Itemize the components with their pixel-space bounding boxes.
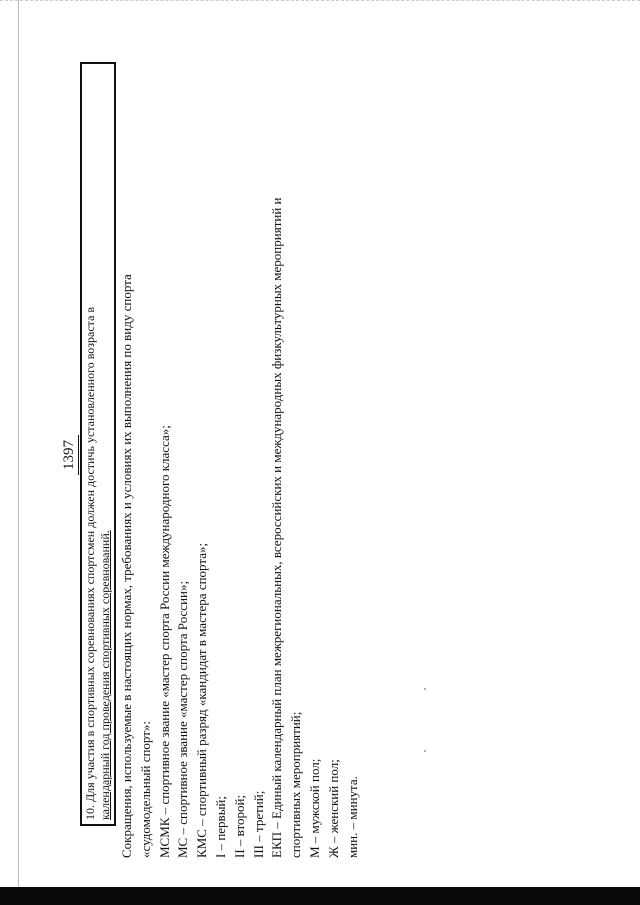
abbreviations-intro-cont: «судомодельный спорт»:	[137, 720, 153, 858]
abbreviations-block	[118, 58, 362, 858]
scan-bottom-edge	[0, 887, 640, 905]
note-table	[80, 62, 116, 826]
scan-speck	[424, 688, 426, 690]
note-row	[81, 63, 115, 825]
document-page	[60, 58, 360, 858]
scan-speck	[424, 750, 426, 752]
scan-left-edge	[18, 0, 19, 888]
abbr-item-ekp: ЕКП – Единый календарный план межрегиональных, всероссийских и международных физкультурных мероприятий и	[269, 197, 285, 858]
note-cell	[81, 63, 115, 825]
abbr-item-iii: III – третий;	[250, 790, 266, 858]
abbreviations-intro: Сокращения, используемые в настоящих нормах, требованиях и условиях их выполнения по виду спорта	[119, 274, 134, 858]
note-line-1: 10. Для участия в спортивных соревнованиях спортсмен должен достичь установленного возраста в	[83, 306, 97, 820]
abbr-item-msmk: МСМК – спортивное звание «мастер спорта России международного класса»;	[156, 425, 172, 858]
page-number: 1397	[60, 435, 79, 475]
abbr-item-i: I – первый;	[212, 796, 228, 858]
abbr-item-zh: Ж – женский пол;	[325, 759, 341, 858]
abbr-item-m: М – мужской пол;	[306, 758, 322, 858]
abbr-item-ekp-cont: спортивных мероприятий;	[288, 711, 304, 858]
scan-top-edge	[0, 0, 640, 2]
abbr-item-ms: МС – спортивное звание «мастер спорта России»;	[175, 580, 191, 858]
abbr-item-min: мин. – минута.	[344, 776, 360, 858]
note-line-2: календарный год проведения спортивных соревнований.	[98, 530, 112, 820]
abbr-item-ii: II – второй;	[231, 794, 247, 858]
abbr-item-kms: КМС – спортивный разряд «кандидат в мастера спорта»;	[194, 542, 210, 858]
